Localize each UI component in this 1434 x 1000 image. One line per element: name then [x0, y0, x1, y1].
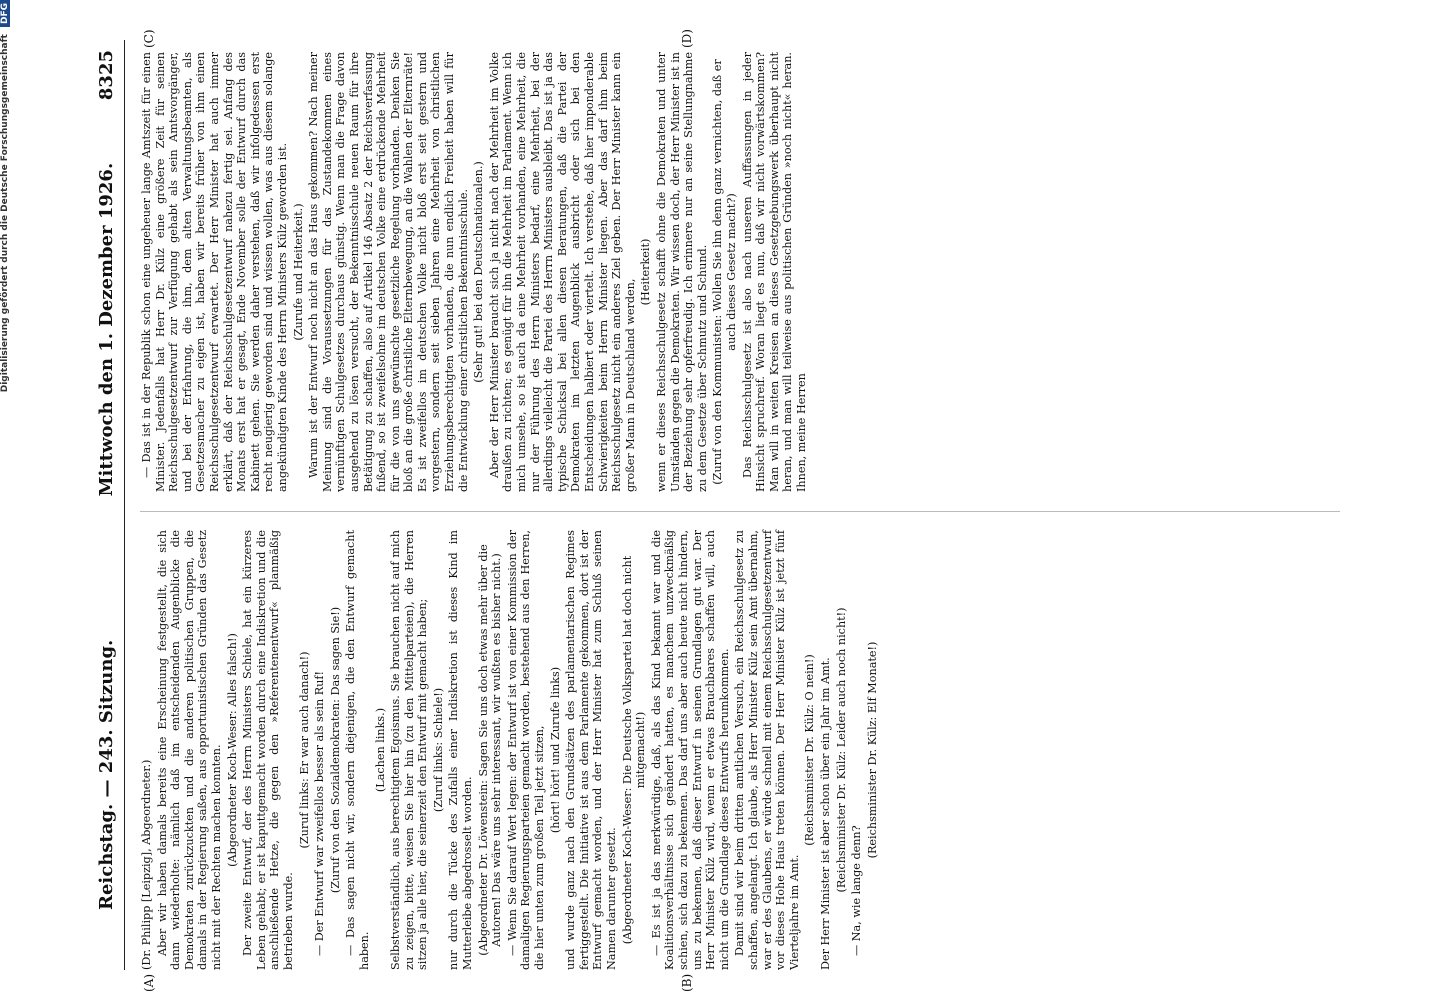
- left-paragraph: Der zweite Entwurf, der des Herrn Ministers Schiele, hat ein kürzeres Leben gehabt; er ist kaputtgemacht worden durch eine Indiskretion und die anschließende Hetze, die gegen den »Referentenentwurf« planmäßig betrieben wurde.: [241, 530, 295, 970]
- right-paragraph: (Sehr gut! bei den Deutschnationalen.): [472, 161, 486, 383]
- left-paragraph: — Es ist ja das merkwürdige, daß, als das Kind bekannt war und die Koalitionsverhältnisse sich geändert hatten, es manchem unzweckmäßig schien, sich dazu zu bekennen. Das darf uns aber auch heute nicht hindern, uns zu bekennen, daß dieser Entwurf in seinen Grundlagen gut war. Der Herr Minister Külz wird, wenn er etwas Brauchbares schaffen will, auch nicht um die Grundlage dieses Entwurfs herumkommen.: [649, 530, 731, 970]
- left-paragraph: (Abgeordneter Dr. Löwenstein: Sagen Sie uns doch etwas mehr über die Autoren! Das wäre uns sehr interessant, wir wußten es bisher nicht.): [476, 544, 504, 956]
- dfg-credit: [0, 0, 14, 1000]
- marker-a: (A): [142, 973, 156, 992]
- marker-b: (B): [680, 973, 694, 992]
- right-paragraph: wenn er dieses Reichsschulgesetz schafft ohne die Demokraten und unter Umständen gegen die Demokraten. Wir wissen doch, der Herr Minister ist in der Beziehung sehr opferfreudig. Ich erinnere nur an seine Stellungnahme zu dem Gesetze über Schmutz und Schund.: [654, 52, 709, 492]
- left-paragraph: nur durch die Tücke des Zufalls einer Indiskretion ist dieses Kind im Mutterleibe abgedrosselt worden.: [447, 530, 475, 970]
- left-paragraph: (Reichsminister Dr. Külz: Leider auch noch nicht!): [834, 607, 848, 893]
- dfg-credit-text: Digitalisierung gefördert durch die Deutsche Forschungsgemeinschaft: [0, 34, 10, 393]
- page-number: 8325: [96, 50, 117, 101]
- right-paragraph: — Das ist in der Republik schon eine ungeheuer lange Amtszeit für einen Minister. Jedenfalls hat Herr Dr. Külz eine größere Zeit für seinen Reichsschulgesetzentwurf zur Verfügung gehabt als sein Amtsvorgänger, und bei der Erfahrung, die ihm, dem alten Verwaltungsbeamten, als Gesetzesmacher zu eigen ist, haben wir bereits früher von ihm einen Reichsschulgesetzentwurf erwartet. Der Herr Minister hat auch immer erklärt, daß der Reichsschulgesetzentwurf nahezu fertig sei. Anfang des Monats erst hat er gesagt, Ende November solle der Entwurf durch das Kabinett gehen. Sie werden daher verstehen, daß wir infolgedessen erst recht neugierig geworden sind und wissen wollen, was aus diesem solange angekündigten Kinde des Herrn Ministers Külz geworden ist.: [140, 52, 289, 492]
- left-paragraph: Selbstverständlich, aus berechtigtem Egoismus. Sie brauchen nicht auf mich zu zeigen, bitte, weisen Sie hier hin (zu den Mittelparteien), die Herren sitzen ja alle hier, die seinerzeit den Entwurf mit gemacht haben;: [389, 530, 430, 970]
- marker-d: (D): [680, 29, 694, 48]
- left-paragraph: — Der Entwurf war zweifellos besser als sein Ruf!: [313, 670, 327, 956]
- right-column: [140, 52, 811, 492]
- page-body: [60, 29, 1360, 992]
- marker-c: (C): [142, 29, 156, 48]
- header-session: Reichstag. — 243. Sitzung.: [96, 639, 117, 910]
- left-column: [140, 530, 881, 970]
- left-paragraph: Aber wir haben damals bereits eine Erscheinung festgestellt, die sich dann wiederholte: nämlich daß im entscheidenden Augenblicke die Demokraten zurückzuckten und die anderen politischen Gruppen, die damals in der Regierung saßen, aus opportunistischen Gründen das Gesetz nicht mit der Rechten machen konnten.: [155, 530, 223, 970]
- left-paragraph: (Abgeordneter Koch-Weser: Die Deutsche Volkspartei hat doch nicht mitgemacht!): [620, 555, 648, 945]
- left-paragraph: — Wenn Sie darauf Wert legen: der Entwurf ist von einer Kommission der damaligen Regierungsparteien gemacht worden, bestehend aus den Herren, die hier unten zum großen Teil jetzt sitzen,: [505, 530, 547, 970]
- left-paragraph: (Reichsminister Dr. Külz: Elf Monate!): [865, 641, 879, 859]
- left-paragraph: (Reichsminister Dr. Külz: O nein!): [803, 654, 817, 846]
- page-header: [96, 40, 125, 970]
- left-paragraph: Damit sind wir beim dritten amtlichen Versuch, ein Reichsschulgesetz zu schaffen, angelangt. Ich glaube, als Herr Minister Külz sein Amt übernahm, war er des Glaubens, er würde schnell mit einem Reichsschulgesetzentwurf vor dieses Hohe Haus treten können. Der Herr Minister Külz ist jetzt fünf Vierteljahre im Amt.: [733, 530, 801, 970]
- header-date: [96, 50, 117, 496]
- right-paragraph: (Zuruf von den Kommunisten: Wollen Sie ihn denn ganz vernichten, daß er auch dieses Gesetz macht?): [711, 59, 738, 485]
- right-paragraph: Aber der Herr Minister braucht sich ja nicht nach der Mehrheit im Volke draußen zu richten; es genügt für ihn die Mehrheit im Parlament. Wenn ich mich umsehe, so ist auch da eine Mehrheit vorhanden, eine Mehrheit, die nur der Führung des Herrn Ministers bedarf, eine Mehrheit, bei der allerdings vielleicht die Partei des Herrn Ministers ausbleibt. Das ist ja das typische Schicksal bei allen diesen Beratungen, daß die Partei der Demokraten im letzten Augenblick ausbricht oder sich bei den Entscheidungen halbiert oder viertelt. Ich verstehe, daß hier imponderable Schwierigkeiten beim Herrn Minister liegen. Aber das darf ihm beim Reichsschulgesetz nicht ein anderes Ziel geben. Der Herr Minister kann ein großer Mann in Deutschland werden,: [487, 52, 637, 492]
- left-paragraph: — Na, wie lange denn?: [850, 825, 864, 956]
- column-divider: [140, 511, 1340, 512]
- right-paragraph: (Zurufe und Heiterkeit.): [291, 203, 305, 341]
- right-paragraph: (Heiterkeit): [639, 238, 653, 306]
- left-paragraph: (Zuruf links: Schiele!): [431, 687, 445, 813]
- left-paragraph: (Zuruf von den Sozialdemokraten: Das sagen Sie!): [328, 606, 342, 894]
- left-paragraph: (Lachen links.): [373, 707, 387, 793]
- left-paragraph: (hört! hört! und Zurufe links): [548, 666, 562, 834]
- right-paragraph: Warum ist der Entwurf noch nicht an das Haus gekommen? Nach meiner Meinung sind die Voraussetzungen für das Zustandekommen eines vernünftigen Schulgesetzes durchaus günstig. Wenn man die Frage davon ausgehend zu lösen versucht, der Bekenntnisschule neuen Raum für ihre Betätigung zu schaffen, also auf Artikel 146 Absatz 2 der Reichsverfassung fußend, so ist zweifelsohne im deutschen Volke eine erdrückende Mehrheit für die von uns gewünschte gesetzliche Regelung vorhanden. Denken Sie bloß an die große christliche Elternbewegung, an die Wahlen der Elternräte! Es ist zweifellos im deutschen Volke nicht bloß erst seit gestern und vorgestern, sondern seit sieben Jahren eine Mehrheit von christlichen Erziehungsberechtigten vorhanden, die nun endlich Freiheit haben will für die Entwicklung einer christlichen Bekenntnisschule.: [307, 52, 470, 492]
- left-paragraph: (Zuruf links: Er war auch danach!): [297, 651, 311, 849]
- left-paragraph: und wurde ganz nach den Grundsätzen des parlamentarischen Regimes fertiggestellt. Die Initiative ist aus dem Parlamente gekommen, dort ist der Entwurf gemacht worden, und der Herr Minister hat zum Schluß seinen Namen darunter gesetzt.: [564, 530, 618, 970]
- left-paragraph: Der Herr Minister ist aber schon über ein Jahr im Amt.: [818, 657, 832, 970]
- right-paragraph: Das Reichsschulgesetz ist also nach unseren Auffassungen in jeder Hinsicht spruchreif. Woran liegt es nun, daß wir nicht vorwärtskommen? Man will in weiten Kreisen an dieses Gesetzgebungswerk überhaupt nicht heran, und man will teilweise aus politischen Gründen »noch nicht« heran. Ihnen, meine Herren: [740, 52, 808, 492]
- left-paragraph: — Das sagen nicht wir, sondern diejenigen, die den Entwurf gemacht haben.: [344, 530, 371, 970]
- header-date-text: Mittwoch den 1. Dezember 1926.: [96, 162, 117, 497]
- dfg-badge: DFG: [0, 0, 10, 27]
- left-paragraph: (Abgeordneter Koch-Weser: Alles falsch!): [225, 633, 239, 867]
- left-paragraph: (Dr. Philipp [Leipzig], Abgeordneter.): [140, 759, 153, 970]
